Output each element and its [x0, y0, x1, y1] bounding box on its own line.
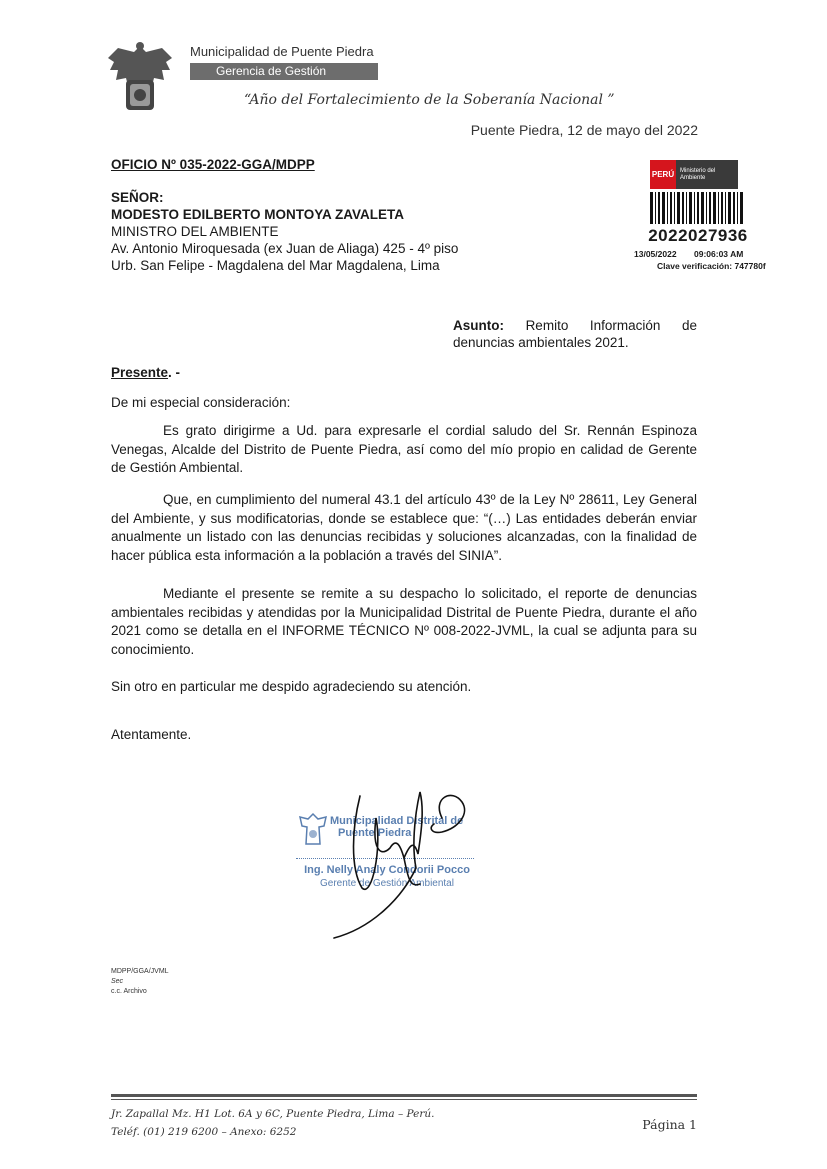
- greeting: De mi especial consideración:: [111, 395, 291, 410]
- salutation: SEÑOR:: [111, 190, 164, 205]
- subject-line1: [453, 317, 697, 334]
- footer-contact: [111, 1105, 434, 1141]
- initials-block: [111, 967, 169, 997]
- stamp-muni-line2: Puente Piedra: [338, 827, 412, 839]
- org-name: Municipalidad de Puente Piedra: [190, 44, 374, 59]
- registry-number: 2022027936: [648, 226, 748, 245]
- presente-heading: [111, 365, 180, 380]
- ministry-logo: [650, 160, 738, 189]
- page-number: Página 1: [642, 1117, 697, 1132]
- presente-word: Presente: [111, 365, 169, 380]
- footer-rule-thin: [111, 1099, 697, 1100]
- place-date: Puente Piedra, 12 de mayo del 2022: [470, 122, 698, 138]
- peru-badge: PERÚ: [650, 160, 676, 189]
- registry-date: 13/05/2022: [634, 249, 677, 259]
- subject-line2: denuncias ambientales 2021.: [453, 335, 629, 350]
- addressee-address-line1: Av. Antonio Miroquesada (ex Juan de Aliaga) 425 - 4º piso: [111, 241, 459, 256]
- addressee-address-line2: Urb. San Felipe - Magdalena del Mar Magdalena, Lima: [111, 258, 440, 273]
- addressee-title: MINISTRO DEL AMBIENTE: [111, 224, 279, 239]
- document-reference: OFICIO Nº 035-2022-GGA/MDPP: [111, 157, 315, 172]
- body-paragraph: Es grato dirigirme a Ud. para expresarle el cordial saludo del Sr. Rennán Espinoza Venegas, Alcalde del Distrito de Puente Piedra, así como del mío propio en calidad de Gerente de Gestión Ambiental.: [111, 423, 697, 475]
- barcode-icon: [650, 192, 746, 224]
- verification-code: Clave verificación: 747780f: [657, 261, 766, 271]
- stamp-muni-line1: Municipalidad Distrital de: [330, 815, 464, 827]
- initials-line: Sec: [111, 978, 124, 985]
- presente-suffix: . -: [168, 365, 181, 380]
- footer-phone: Teléf. (01) 219 6200 – Anexo: 6252: [111, 1126, 297, 1138]
- footer-rule: [111, 1094, 697, 1097]
- signer-name: Ing. Nelly Analy Condorii Pocco: [304, 864, 470, 876]
- initials-line: MDPP/GGA/JVML: [111, 968, 169, 975]
- subject-label: Asunto:: [453, 318, 504, 333]
- subject-text: Remito Información de: [525, 318, 697, 333]
- body-paragraph: Que, en cumplimiento del numeral 43.1 del artículo 43º de la Ley Nº 28611, Ley General del Ambiente, y sus modificatorias, donde se establece que: “(…) Las entidades deberán enviar anualmente un listado con las denuncias recibidas y soluciones alcanzadas, con la finalidad de hacer pública esta información a la población a través del SINIA”.: [111, 492, 697, 563]
- municipal-crest-icon: [104, 40, 176, 116]
- signer-role: Gerente de Gestión Ambiental: [320, 878, 454, 889]
- sign-off: Atentamente.: [111, 727, 192, 742]
- closing-line: Sin otro en particular me despido agradeciendo su atención.: [111, 679, 472, 694]
- addressee-block: [111, 189, 458, 274]
- dept-banner: Gerencia de Gestión Ambiental: [190, 63, 378, 80]
- body-paragraph: Mediante el presente se remite a su despacho lo solicitado, el reporte de denuncias ambientales recibidas y atendidas por la Municipalidad Distrital de Puente Piedra, durante el año 2021 como se detalla en el INFORME TÉCNICO Nº 008-2022-JVML, la cual se adjunta para su conocimiento.: [111, 586, 697, 657]
- handwritten-signature: [292, 788, 492, 948]
- year-motto: “Año del Fortalecimiento de la Soberanía Nacional ”: [244, 92, 615, 108]
- initials-line: c.c. Archivo: [111, 988, 147, 995]
- footer-address: Jr. Zapallal Mz. H1 Lot. 6A y 6C, Puente Piedra, Lima – Perú.: [111, 1108, 435, 1120]
- addressee-name: MODESTO EDILBERTO MONTOYA ZAVALETA: [111, 207, 405, 222]
- ministry-name: Ministerio del Ambiente: [680, 167, 716, 181]
- registry-time: 09:06:03 AM: [694, 249, 744, 259]
